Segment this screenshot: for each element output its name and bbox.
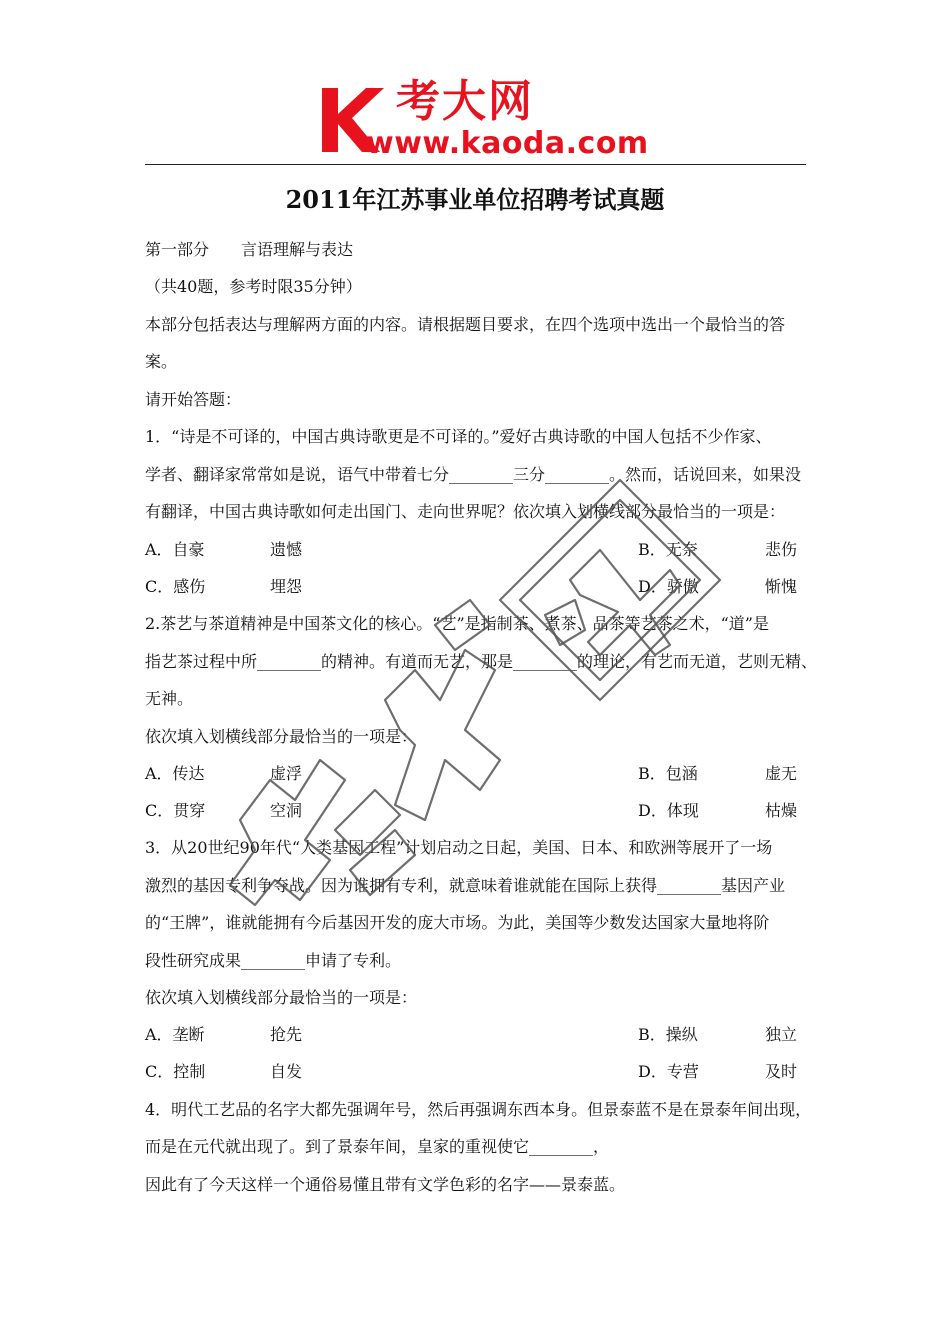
option-a-word: 虚浮 [270, 764, 303, 783]
question-3-text: 激烈的基因专利争夺战。因为谁拥有专利，就意味着谁就能在国际上获得________基因产业 [145, 876, 786, 895]
question-1-text: 有翻译，中国古典诗歌如何走出国门、走向世界呢？依次填入划横线部分最恰当的一项是： [145, 502, 786, 521]
option-b-word: 独立 [765, 1025, 798, 1044]
option-d-label: D．骄傲 [638, 577, 699, 596]
time-note: （共40题，参考时限35分钟） [145, 277, 362, 296]
option-b-label: B．无奈 [638, 540, 698, 559]
option-c-word: 自发 [270, 1062, 303, 1081]
option-c-label: C．贯穿 [145, 801, 206, 820]
section-heading: 第一部分 言语理解与表达 [145, 240, 354, 259]
question-4-text: 而是在元代就出现了。到了景泰年间，皇家的重视使它________， [145, 1137, 610, 1156]
option-b-label: B．包涵 [638, 764, 698, 783]
question-1-text: 学者、翻译家常常如是说，语气中带着七分________三分________。然而，话说回来，如果没 [145, 465, 802, 484]
option-b-word: 悲伤 [765, 540, 798, 559]
option-d-label: D．体现 [638, 801, 699, 820]
option-c-label: C．控制 [145, 1062, 206, 1081]
question-2-text: 无神。 [145, 689, 194, 708]
question-3-text: 的“王牌”，谁就能拥有今后基因开发的庞大市场。为此，美国等少数发达国家大量地将阶 [145, 913, 770, 932]
question-1-text: 1．“诗是不可译的，中国古典诗歌更是不可译的。”爱好古典诗歌的中国人包括不少作家、 [145, 427, 772, 446]
question-2-prompt: 依次填入划横线部分最恰当的一项是： [145, 727, 418, 746]
question-2-text: 2.茶艺与茶道精神是中国茶文化的核心。“艺”是指制茶、煮茶、品茶等艺茶之术，“道”是 [145, 614, 769, 633]
option-d-word: 枯燥 [765, 801, 798, 820]
page-title: 2011年江苏事业单位招聘考试真题 [285, 185, 665, 214]
option-d-word: 及时 [765, 1062, 798, 1081]
option-a-label: A．垄断 [145, 1025, 205, 1044]
intro-line: 案。 [145, 352, 178, 371]
logo-url: www.kaoda.com [366, 126, 649, 161]
intro-line: 本部分包括表达与理解两方面的内容。请根据题目要求，在四个选项中选出一个最恰当的答 [145, 315, 786, 334]
start-instruction: 请开始答题： [145, 390, 242, 409]
logo-chinese-name: 考大网 [396, 76, 534, 127]
header-divider [145, 164, 806, 165]
site-logo [318, 76, 649, 161]
question-3-prompt: 依次填入划横线部分最恰当的一项是： [145, 988, 418, 1007]
option-b-label: B．操纵 [638, 1025, 698, 1044]
option-a-label: A．自豪 [145, 540, 205, 559]
option-a-word: 抢先 [270, 1025, 303, 1044]
option-d-label: D．专营 [638, 1062, 699, 1081]
option-c-label: C．感伤 [145, 577, 206, 596]
option-a-label: A．传达 [145, 764, 205, 783]
option-c-word: 空洞 [270, 801, 303, 820]
question-2-text: 指艺茶过程中所________的精神。有道而无艺，那是________的理论，有艺而无道，艺则无精、 [145, 652, 818, 671]
question-3-text: 3．从20世纪90年代“人类基因工程”计划启动之日起，美国、日本、和欧洲等展开了一场 [145, 838, 773, 857]
option-a-word: 遗憾 [270, 540, 303, 559]
option-b-word: 虚无 [765, 764, 798, 783]
option-c-word: 埋怨 [270, 577, 303, 596]
question-4-text: 因此有了今天这样一个通俗易懂且带有文学色彩的名字——景泰蓝。 [145, 1175, 626, 1194]
question-3-text: 段性研究成果________申请了专利。 [145, 951, 402, 970]
option-d-word: 惭愧 [765, 577, 798, 596]
question-4-text: 4．明代工艺品的名字大都先强调年号，然后再强调东西本身。但景泰蓝不是在景泰年间出现， [145, 1100, 812, 1119]
